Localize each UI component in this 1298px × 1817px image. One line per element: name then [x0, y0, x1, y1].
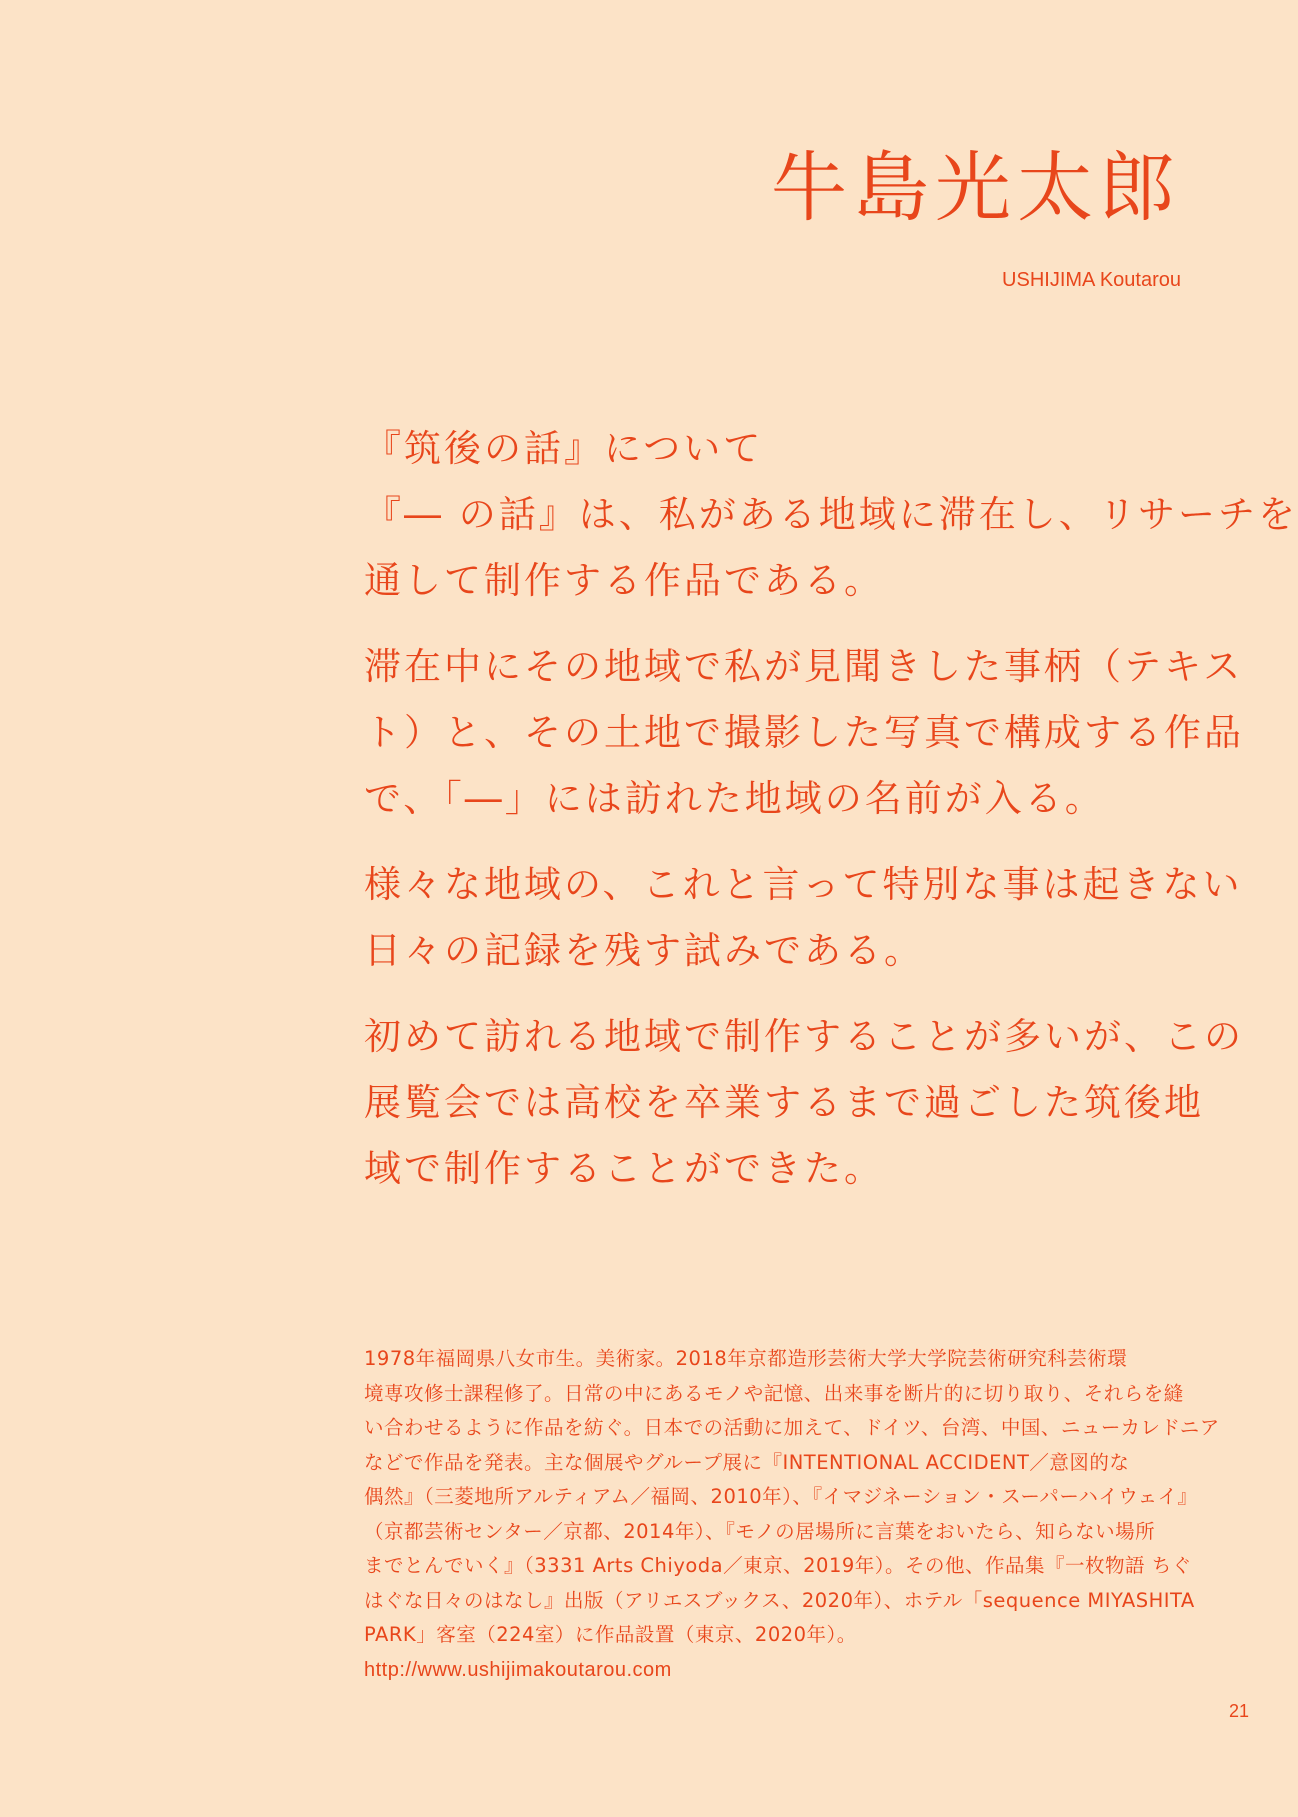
artist-name-english: USHIJIMA Koutarou — [1002, 269, 1181, 291]
bio-line: はぐな日々のはなし』出版（アリエスブックス、2020年）、ホテル「sequence MIYASHITA — [364, 1588, 1195, 1612]
artist-website-link[interactable]: http://www.ushijimakoutarou.com — [364, 1658, 672, 1681]
bio-line: い合わせるように作品を紡ぐ。日本での活動に加えて、ドイツ、台湾、中国、ニューカレドニア — [364, 1416, 1220, 1439]
bio-line: までとんでいく』（3331 Arts Chiyoda／東京、2019年）。その他、作品集『一枚物語 ちぐ — [364, 1554, 1192, 1577]
statement-line: 展覧会では高校を卒業するまで過ごした筑後地 — [364, 1081, 1204, 1124]
bio-line: などで作品を発表。主な個展やグループ展に『INTENTIONAL ACCIDENT／意図的な — [364, 1450, 1130, 1474]
statement-line: 滞在中にその地域で私が見聞きした事柄（テキス — [364, 645, 1244, 688]
bio-line: 偶然』（三菱地所アルティアム／福岡、2010年）、『イマジネーション・スーパーハイウェイ』 — [364, 1485, 1198, 1508]
bio-line: （京都芸術センター／京都、2014年）、『モノの居場所に言葉をおいたら、知らない場所 — [364, 1519, 1156, 1543]
page-number: 21 — [1228, 1701, 1249, 1721]
statement-heading: 『筑後の話』について — [364, 427, 764, 470]
artist-name-japanese: 牛島光太郎 — [771, 143, 1181, 232]
artist-biography — [364, 1342, 1220, 1687]
statement-paragraph — [364, 416, 1298, 614]
statement-line: 『― の話』は、私がある地域に滞在し、リサーチを — [364, 493, 1298, 536]
statement-line: で、「―」には訪れた地域の名前が入る。 — [364, 777, 1105, 820]
statement-line: 域で制作することができた。 — [364, 1147, 884, 1190]
statement-paragraph — [364, 1004, 1244, 1202]
statement-paragraph — [364, 634, 1244, 832]
statement-line: 日々の記録を残す試みである。 — [364, 929, 924, 972]
statement-line: 通して制作する作品である。 — [364, 559, 884, 602]
statement-line: 様々な地域の、これと言って特別な事は起きない — [364, 863, 1243, 906]
artist-statement — [364, 416, 1298, 1222]
statement-paragraph — [364, 852, 1243, 984]
bio-line: 1978年福岡県八女市生。美術家。2018年京都造形芸術大学大学院芸術研究科芸術環 — [364, 1347, 1128, 1370]
statement-line: 初めて訪れる地域で制作することが多いが、この — [364, 1015, 1244, 1058]
statement-line: ト）と、その土地で撮影した写真で構成する作品 — [364, 711, 1244, 754]
bio-line: PARK」客室（224室）に作品設置（東京、2020年）。 — [364, 1623, 857, 1646]
bio-line: 境専攻修士課程修了。日常の中にあるモノや記憶、出来事を断片的に切り取り、それらを縫 — [364, 1381, 1184, 1405]
